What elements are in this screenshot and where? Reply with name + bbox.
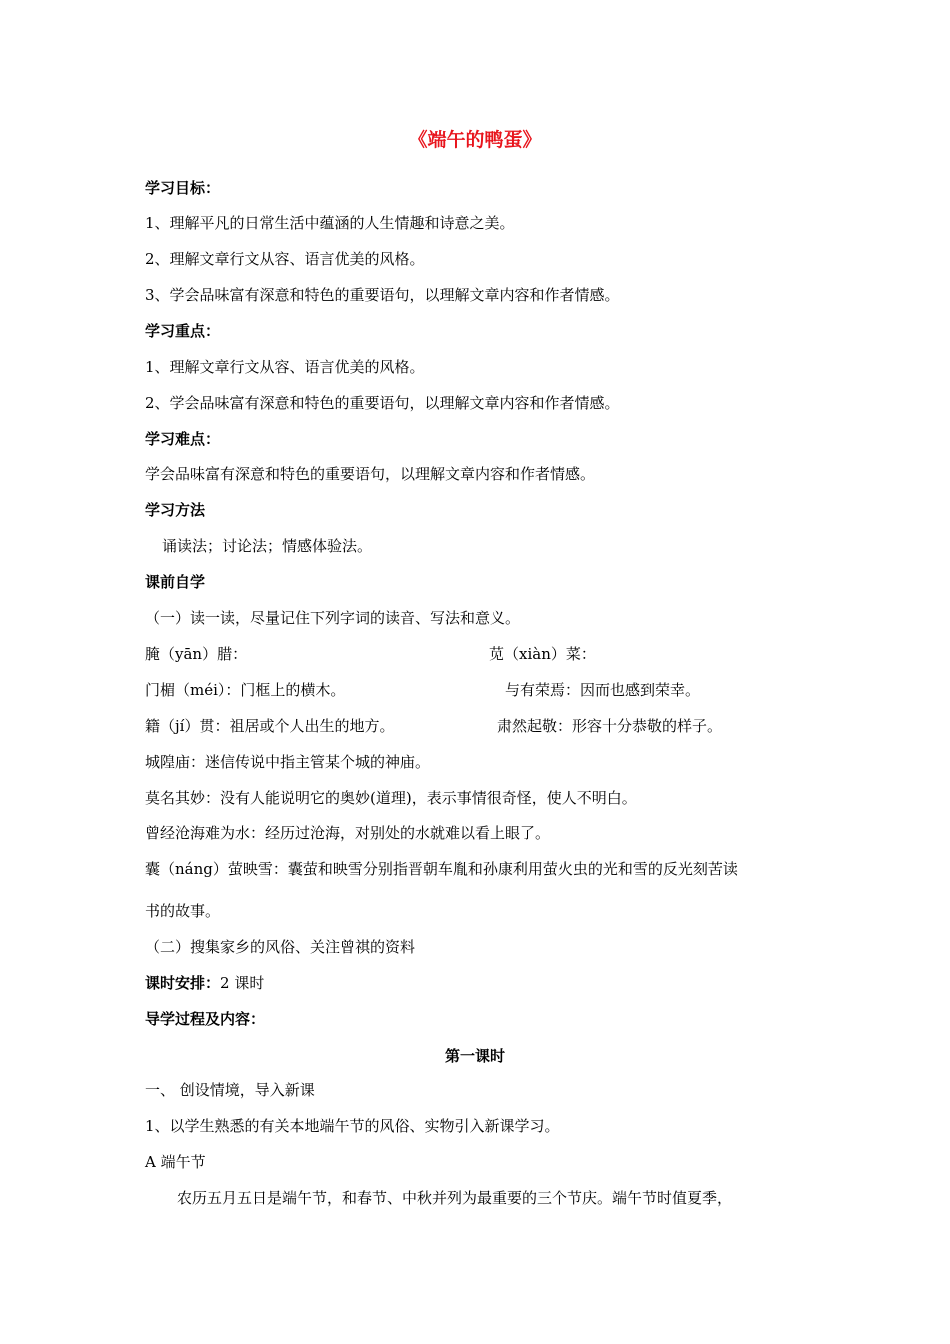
difficulty-text: 学会品味富有深意和特色的重要语句，以理解文章内容和作者情感。 [145,465,596,483]
key-item: 2、学会品味富有深意和特色的重要语句，以理解文章内容和作者情感。 [145,394,620,412]
schedule-value: 2 课时 [220,974,265,992]
paragraph: 农历五月五日是端午节，和春节、中秋并列为最重要的三个节庆。端午节时值夏季， [177,1189,733,1207]
vocab-right: 与有荣焉：因而也感到荣幸。 [505,681,701,699]
goal-item: 2、理解文章行文从容、语言优美的风格。 [145,250,425,268]
difficulty-heading: 学习难点： [145,430,221,448]
vocab-right: 苋（xiàn）菜： [489,645,596,663]
goal-item: 3、学会品味富有深意和特色的重要语句，以理解文章内容和作者情感。 [145,286,620,304]
method-text: 诵读法；讨论法；情感体验法。 [162,537,373,555]
vocab-item-continued: 书的故事。 [145,902,221,920]
page-title: 《端午的鸭蛋》 [408,129,542,151]
vocab-item: 莫名其妙：没有人能说明它的奥妙(道理)，表示事情很奇怪，使人不明白。 [145,789,637,807]
vocab-left: 腌（yān）腊： [145,645,248,663]
vocab-left: 籍（jí）贯：祖居或个人出生的地方。 [145,717,395,735]
goal-item: 1、理解平凡的日常生活中蕴涵的人生情趣和诗意之美。 [145,214,515,232]
lesson-heading: 第一课时 [444,1047,505,1065]
vocab-right: 肃然起敬：形容十分恭敬的样子。 [497,717,723,735]
schedule-label: 课时安排： [145,974,221,992]
collect-task: （二）搜集家乡的风俗、关注曾祺的资料 [145,938,416,956]
vocab-item: 城隍庙：迷信传说中指主管某个城的神庙。 [145,753,431,771]
method-heading: 学习方法 [145,501,206,519]
goals-heading: 学习目标： [145,179,221,197]
preview-intro: （一）读一读，尽量记住下列字词的读音、写法和意义。 [145,609,521,627]
preview-heading: 课前自学 [145,573,206,591]
step-item: 1、以学生熟悉的有关本地端午节的风俗、实物引入新课学习。 [145,1117,560,1135]
vocab-item: 曾经沧海难为水：经历过沧海，对别处的水就难以看上眼了。 [145,824,551,842]
vocab-left: 门楣（méi）：门框上的横木。 [145,681,346,699]
sub-heading: A 端午节 [145,1153,206,1171]
process-heading: 导学过程及内容： [145,1010,266,1028]
key-heading: 学习重点： [145,322,221,340]
vocab-item: 囊（náng）萤映雪：囊萤和映雪分别指晋朝车胤和孙康利用萤火虫的光和雪的反光刻苦读 [145,860,738,878]
key-item: 1、理解文章行文从容、语言优美的风格。 [145,358,425,376]
step-heading: 一、 创设情境，导入新课 [145,1081,315,1099]
schedule [145,973,264,993]
